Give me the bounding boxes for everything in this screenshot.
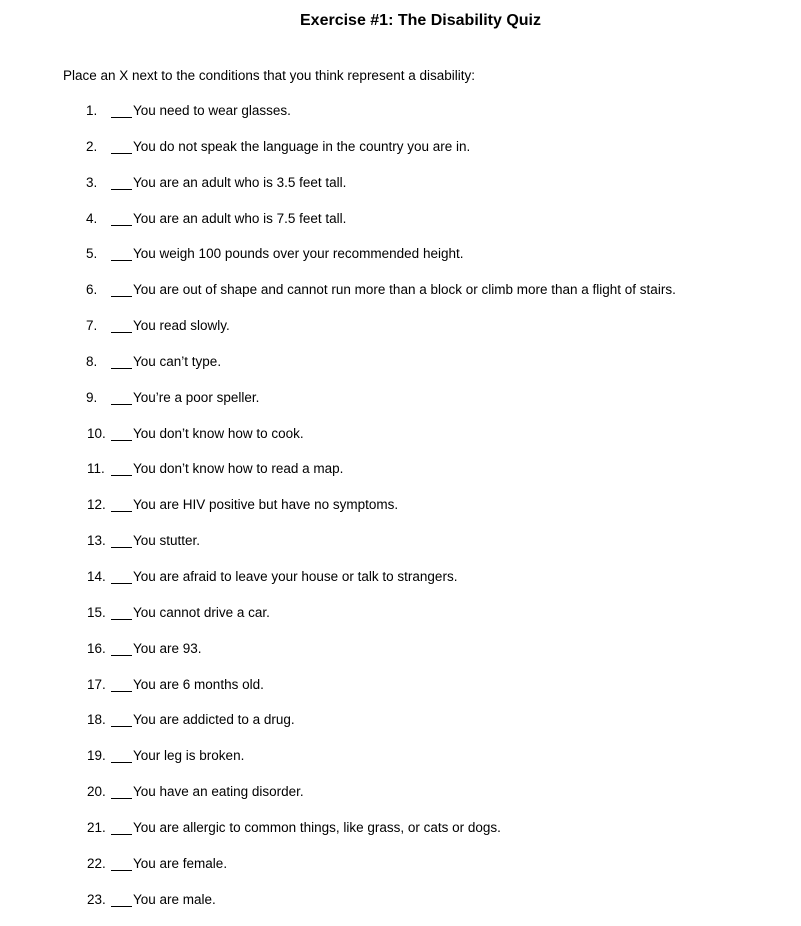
answer-blank[interactable] (111, 655, 132, 656)
quiz-item (0, 460, 801, 496)
item-text: You are 6 months old. (133, 676, 264, 692)
item-number: 23. (87, 891, 106, 907)
answer-blank[interactable] (111, 189, 132, 190)
answer-blank[interactable] (111, 440, 132, 441)
quiz-item (0, 855, 801, 891)
quiz-item (0, 819, 801, 855)
answer-blank[interactable] (111, 296, 132, 297)
item-number: 8. (86, 353, 98, 369)
item-number: 17. (87, 676, 106, 692)
item-number: 6. (86, 282, 98, 298)
item-text: Your leg is broken. (133, 748, 245, 764)
quiz-item (0, 891, 801, 926)
quiz-item (0, 102, 801, 138)
answer-blank[interactable] (111, 225, 132, 226)
item-text: You are male. (133, 891, 216, 907)
quiz-item (0, 783, 801, 819)
answer-blank[interactable] (111, 583, 132, 584)
answer-blank[interactable] (111, 762, 132, 763)
quiz-item (0, 425, 801, 461)
item-number: 20. (87, 784, 106, 800)
quiz-item (0, 317, 801, 353)
item-number: 14. (87, 568, 106, 584)
item-text: You do not speak the language in the country you are in. (133, 138, 471, 154)
answer-blank[interactable] (111, 906, 132, 907)
answer-blank[interactable] (111, 511, 132, 512)
item-number: 19. (87, 748, 106, 764)
answer-blank[interactable] (111, 475, 132, 476)
item-number: 15. (87, 604, 106, 620)
item-number: 11. (87, 461, 105, 477)
answer-blank[interactable] (111, 404, 132, 405)
quiz-item (0, 568, 801, 604)
quiz-item (0, 676, 801, 712)
quiz-item (0, 210, 801, 246)
answer-blank[interactable] (111, 691, 132, 692)
answer-blank[interactable] (111, 547, 132, 548)
item-number: 2. (86, 138, 98, 154)
item-number: 18. (87, 712, 106, 728)
item-text: You are HIV positive but have no symptoms. (133, 497, 399, 513)
item-text: You are afraid to leave your house or talk to strangers. (133, 568, 458, 584)
quiz-item (0, 711, 801, 747)
quiz-item (0, 640, 801, 676)
item-number: 5. (86, 246, 98, 262)
answer-blank[interactable] (111, 368, 132, 369)
answer-blank[interactable] (111, 834, 132, 835)
answer-blank[interactable] (111, 619, 132, 620)
item-text: You have an eating disorder. (133, 784, 304, 800)
item-text: You are allergic to common things, like grass, or cats or dogs. (133, 819, 501, 835)
item-text: You are addicted to a drug. (133, 712, 295, 728)
item-text: You are an adult who is 3.5 feet tall. (133, 174, 347, 190)
quiz-list (0, 102, 801, 926)
item-text: You stutter. (133, 533, 201, 549)
quiz-item (0, 604, 801, 640)
quiz-item (0, 496, 801, 532)
answer-blank[interactable] (111, 117, 132, 118)
item-text: You can’t type. (133, 353, 222, 369)
quiz-item (0, 747, 801, 783)
instructions-text: Place an X next to the conditions that you think represent a disability: (63, 68, 475, 83)
answer-blank[interactable] (111, 260, 132, 261)
item-number: 16. (87, 640, 106, 656)
item-number: 9. (86, 389, 98, 405)
answer-blank[interactable] (111, 870, 132, 871)
item-number: 4. (86, 210, 98, 226)
quiz-item (0, 389, 801, 425)
item-text: You weigh 100 pounds over your recommended height. (133, 246, 464, 262)
quiz-item (0, 353, 801, 389)
item-text: You cannot drive a car. (133, 604, 270, 620)
page-title: Exercise #1: The Disability Quiz (300, 12, 541, 29)
item-number: 1. (86, 103, 98, 118)
item-number: 10. (87, 425, 106, 441)
item-text: You don’t know how to cook. (133, 425, 304, 441)
answer-blank[interactable] (111, 726, 132, 727)
item-text: You are out of shape and cannot run more than a block or climb more than a flight of stairs. (133, 282, 676, 298)
item-text: You read slowly. (133, 318, 230, 334)
quiz-item (0, 245, 801, 281)
quiz-item (0, 281, 801, 317)
item-number: 12. (87, 497, 106, 513)
item-text: You don’t know how to read a map. (133, 461, 344, 477)
answer-blank[interactable] (111, 332, 132, 333)
item-number: 22. (87, 855, 106, 871)
answer-blank[interactable] (111, 798, 132, 799)
item-text: You are female. (133, 855, 228, 871)
answer-blank[interactable] (111, 153, 132, 154)
item-text: You’re a poor speller. (133, 389, 260, 405)
quiz-item (0, 138, 801, 174)
item-text: You are 93. (133, 640, 202, 656)
item-number: 21. (87, 819, 106, 835)
item-text: You need to wear glasses. (133, 103, 291, 118)
item-text: You are an adult who is 7.5 feet tall. (133, 210, 347, 226)
item-number: 3. (86, 174, 98, 190)
quiz-item (0, 174, 801, 210)
item-number: 7. (86, 318, 98, 334)
item-number: 13. (87, 533, 106, 549)
quiz-item (0, 532, 801, 568)
